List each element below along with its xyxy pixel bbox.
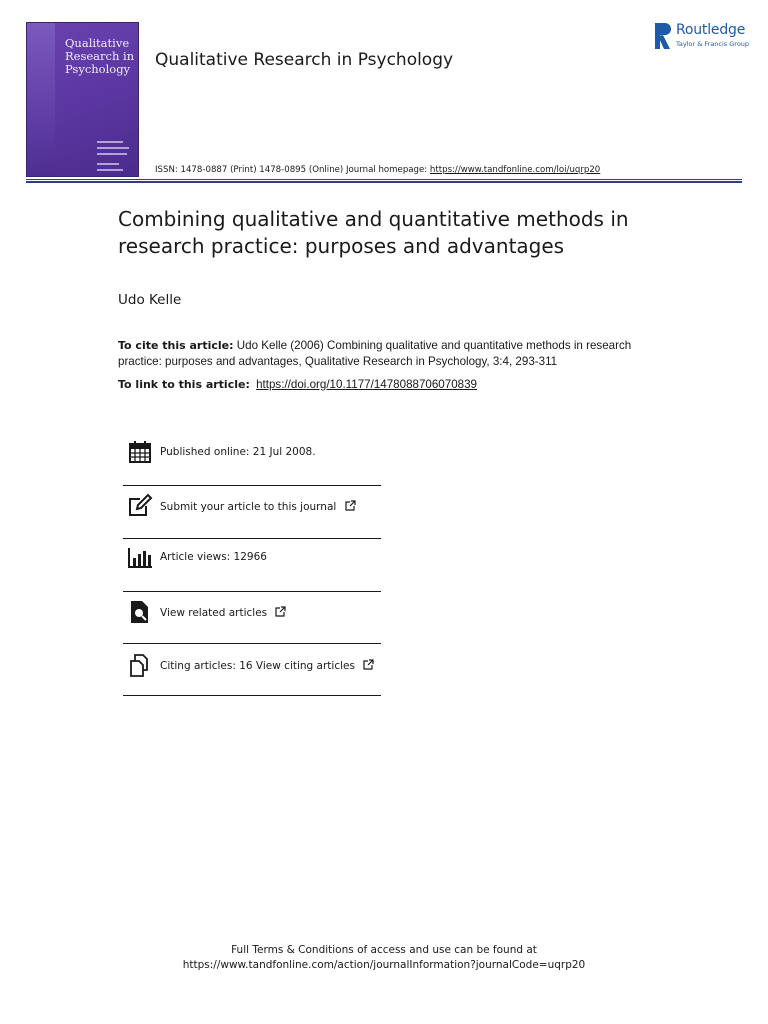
- journal-homepage-link[interactable]: https://www.tandfonline.com/loi/uqrp20: [429, 165, 601, 175]
- cover-strip: [27, 23, 55, 176]
- issn-line: [155, 165, 600, 175]
- doi-label: To link to this article:: [118, 378, 250, 391]
- divider: [123, 695, 381, 696]
- citation-text: Udo Kelle (2006) Combining qualitative and quantitative methods in research practice: purposes and advantages, Qualitative Research in Psychology, 3:4, 293-311: [118, 339, 632, 368]
- footer: [0, 943, 768, 973]
- submit-article-link[interactable]: Submit your article to this journal: [160, 501, 337, 513]
- issn-text: ISSN: 1478-0887 (Print) 1478-0895 (Online) Journal homepage:: [155, 165, 428, 175]
- published-date: Published online: 21 Jul 2008.: [160, 446, 316, 458]
- related-row[interactable]: [123, 587, 381, 639]
- external-link-icon: [345, 500, 356, 511]
- article-title: Combining qualitative and quantitative methods in research practice: purposes and advantages: [118, 207, 629, 258]
- publisher-logo[interactable]: [654, 22, 750, 52]
- article-author: Udo Kelle: [118, 292, 182, 308]
- cover-line: [97, 169, 123, 171]
- header-rule: [26, 179, 742, 180]
- cover-line: [97, 153, 127, 155]
- doi-link[interactable]: https://doi.org/10.1177/1478088706070839: [256, 378, 477, 391]
- footer-terms-link[interactable]: https://www.tandfonline.com/action/journalInformation?journalCode=uqrp20: [182, 959, 586, 971]
- footer-terms: Full Terms & Conditions of access and use can be found at: [231, 944, 537, 956]
- submit-row[interactable]: [123, 481, 381, 533]
- cover-title: Qualitative Research in Psychology: [65, 36, 135, 76]
- citation-block: [118, 338, 658, 369]
- citing-articles-link[interactable]: Citing articles: 16 View citing articles: [160, 660, 355, 672]
- cover-line: [97, 147, 129, 149]
- citing-row[interactable]: [123, 640, 381, 692]
- calendar-icon: [127, 439, 153, 465]
- published-row: [123, 427, 381, 479]
- journal-title[interactable]: Qualitative Research in Psychology: [155, 50, 454, 70]
- edit-icon: [127, 493, 153, 519]
- search-document-icon: [127, 599, 153, 625]
- routledge-logo-icon: [654, 22, 672, 50]
- cover-line: [97, 163, 119, 165]
- external-link-icon: [363, 659, 374, 670]
- doi-line: [118, 378, 477, 391]
- views-row: [123, 532, 381, 584]
- related-articles-link[interactable]: View related articles: [160, 607, 268, 619]
- publisher-name: Routledge: [676, 22, 746, 38]
- copy-icon: [127, 652, 153, 678]
- external-link-icon: [275, 606, 286, 617]
- publisher-subtitle: Taylor & Francis Group: [676, 40, 750, 48]
- journal-cover: [26, 22, 139, 177]
- article-views: Article views: 12966: [160, 551, 267, 563]
- bar-chart-icon: [127, 544, 153, 570]
- citation-label: To cite this article:: [118, 339, 234, 352]
- header-rule-thick: [26, 181, 742, 183]
- cover-line: [97, 141, 123, 143]
